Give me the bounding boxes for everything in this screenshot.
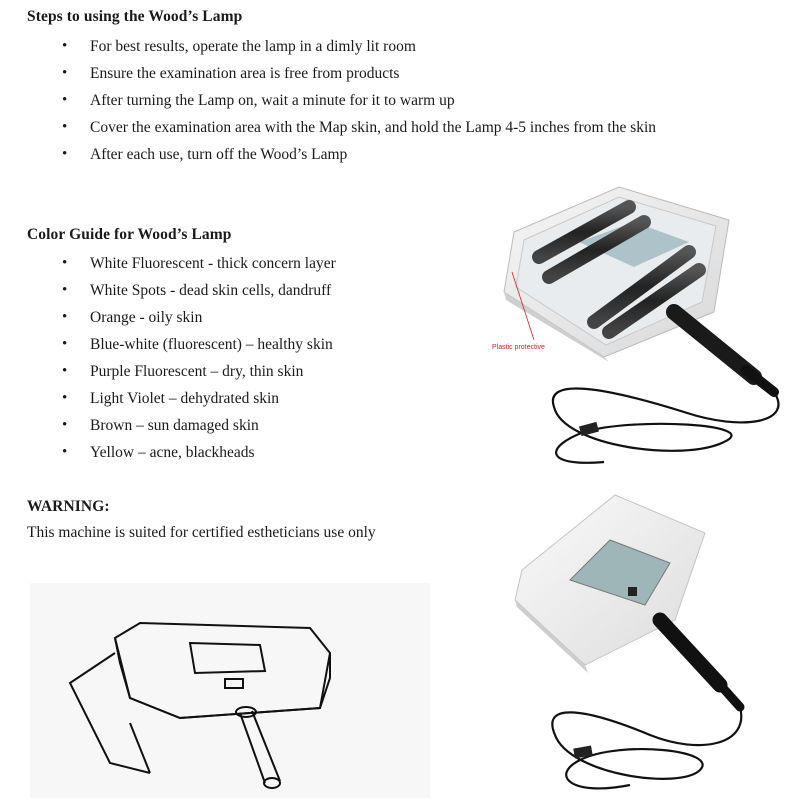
list-item: • White Spots - dead skin cells, dandruff (62, 277, 336, 304)
list-item: • Purple Fluorescent – dry, thin skin (62, 358, 336, 385)
list-item: • Light Violet – dehydrated skin (62, 385, 336, 412)
lamp-open-photo (484, 162, 800, 482)
list-item: • After turning the Lamp on, wait a minute for it to warm up (62, 87, 656, 114)
list-item: • White Fluorescent - thick concern layer (62, 250, 336, 277)
steps-list (62, 33, 656, 168)
color-guide-heading: Color Guide for Wood’s Lamp (27, 226, 232, 243)
list-item: • After each use, turn off the Wood’s Lamp (62, 141, 656, 168)
list-item: • Ensure the examination area is free from products (62, 60, 656, 87)
lamp-line-drawing (30, 583, 430, 798)
warning-heading: WARNING: (27, 498, 110, 515)
list-item: • Cover the examination area with the Map skin, and hold the Lamp 4-5 inches from the skin (62, 114, 656, 141)
color-guide-list (62, 250, 336, 466)
list-item: • Blue-white (fluorescent) – healthy skin (62, 331, 336, 358)
lamp-closed-photo (500, 485, 800, 800)
list-item: • Orange - oily skin (62, 304, 336, 331)
steps-heading: Steps to using the Wood’s Lamp (27, 8, 243, 25)
photo-annotation: Plastic protective (492, 344, 545, 351)
list-item: • Brown – sun damaged skin (62, 412, 336, 439)
warning-text: This machine is suited for certified estheticians use only (27, 524, 376, 541)
list-item: • Yellow – acne, blackheads (62, 439, 336, 466)
list-item: • For best results, operate the lamp in a dimly lit room (62, 33, 656, 60)
